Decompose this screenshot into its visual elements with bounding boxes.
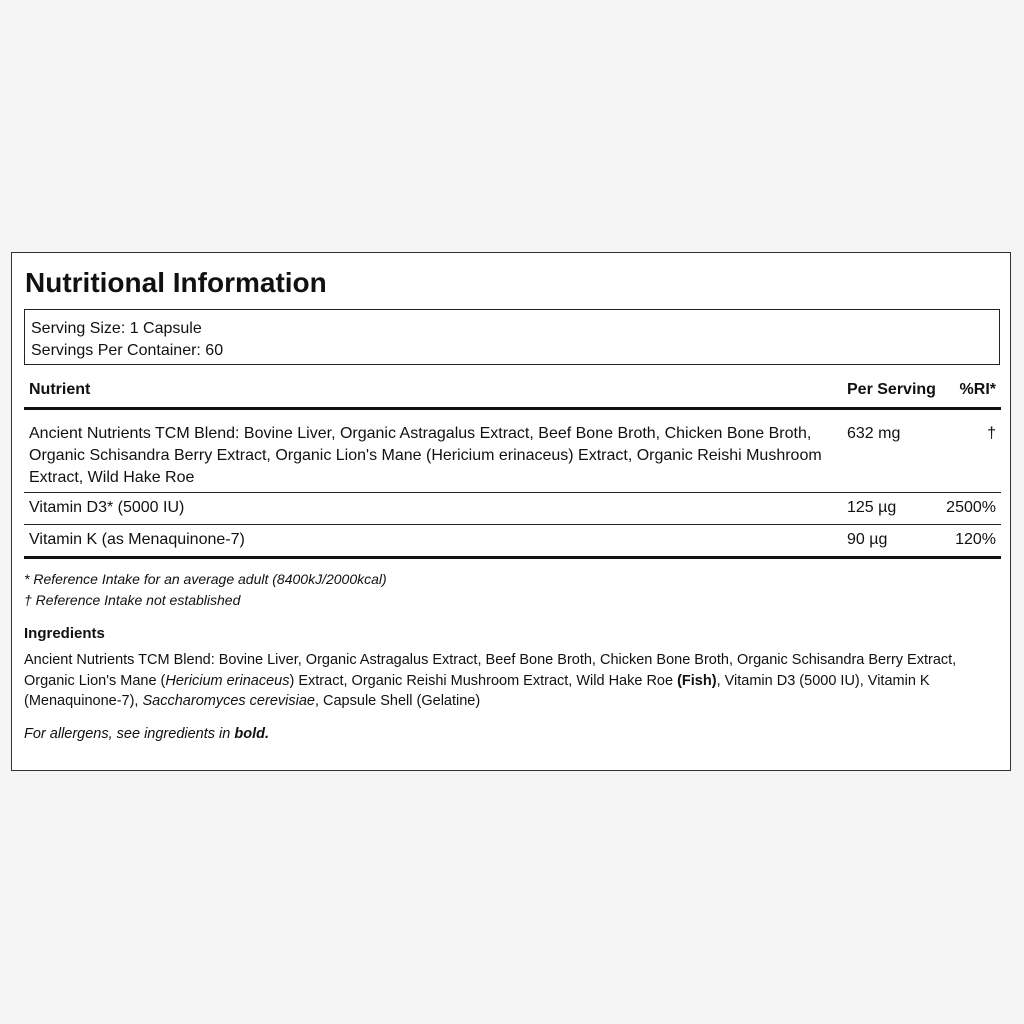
per-serving-value: 125 µg [847, 499, 897, 516]
ingredients-part: Ancient Nutrients TCM Blend: Bovine Liver, Organic Astragalus Extract, Beef Bone Broth, Chicken Bone Broth, Organic Schisandra Berry Extract, Organic Lion's Mane ( [24, 652, 957, 689]
table-row [24, 493, 1001, 525]
ingredients-part: ) Extract, Organic Reishi Mushroom Extract, Wild Hake Roe [289, 672, 678, 689]
servings-per-container: Servings Per Container: 60 [31, 342, 224, 359]
header-per-serving: Per Serving [847, 381, 936, 398]
ingredients-latin-name: Hericium erinaceus [165, 672, 290, 689]
per-serving-value: 90 µg [847, 531, 888, 548]
nutrition-panel [11, 252, 1011, 771]
ri-value: 2500% [946, 499, 996, 516]
ingredients-heading: Ingredients [24, 625, 105, 642]
per-serving-value: 632 mg [847, 425, 901, 442]
header-ri: %RI* [959, 381, 996, 398]
serving-size: Serving Size: 1 Capsule [31, 320, 202, 337]
ingredients-latin-name: Saccharomyces cerevisiae [142, 693, 315, 709]
ingredients-part: , Capsule Shell (Gelatine) [314, 693, 481, 709]
ingredients-part: , Vitamin D3 (5000 IU), Vitamin K (Menaquinone-7), [24, 672, 930, 709]
table-row [24, 525, 1001, 559]
serving-info-box [24, 309, 1000, 365]
footnote-not-established: † Reference Intake not established [24, 592, 241, 608]
ingredients-text [24, 650, 984, 712]
allergen-fish: (Fish) [677, 672, 717, 689]
nutrient-name: Ancient Nutrients TCM Blend: Bovine Liver, Organic Astragalus Extract, Beef Bone Broth, Chicken Bone Broth, Organic Schisandra Berry Extract, Organic Lion's Mane (Hericium erinaceus) Extract, Organic Reishi Mushroom Extract, Wild Hake Roe [29, 425, 822, 486]
ri-value: † [987, 425, 996, 442]
allergen-note-text: For allergens, see ingredients in [24, 726, 235, 742]
allergen-note-bold: bold. [234, 726, 270, 742]
footnotes [24, 569, 387, 611]
table-row [24, 410, 1001, 493]
nutrient-table [24, 377, 1001, 559]
allergen-note [24, 726, 269, 742]
footnote-reference-intake: * Reference Intake for an average adult (8400kJ/2000kcal) [24, 571, 387, 587]
table-header [24, 377, 1001, 410]
ri-value: 120% [955, 531, 996, 548]
nutrient-name: Vitamin K (as Menaquinone-7) [29, 531, 245, 548]
header-nutrient: Nutrient [29, 381, 91, 398]
nutrient-name: Vitamin D3* (5000 IU) [29, 499, 185, 516]
panel-title: Nutritional Information [25, 267, 327, 298]
